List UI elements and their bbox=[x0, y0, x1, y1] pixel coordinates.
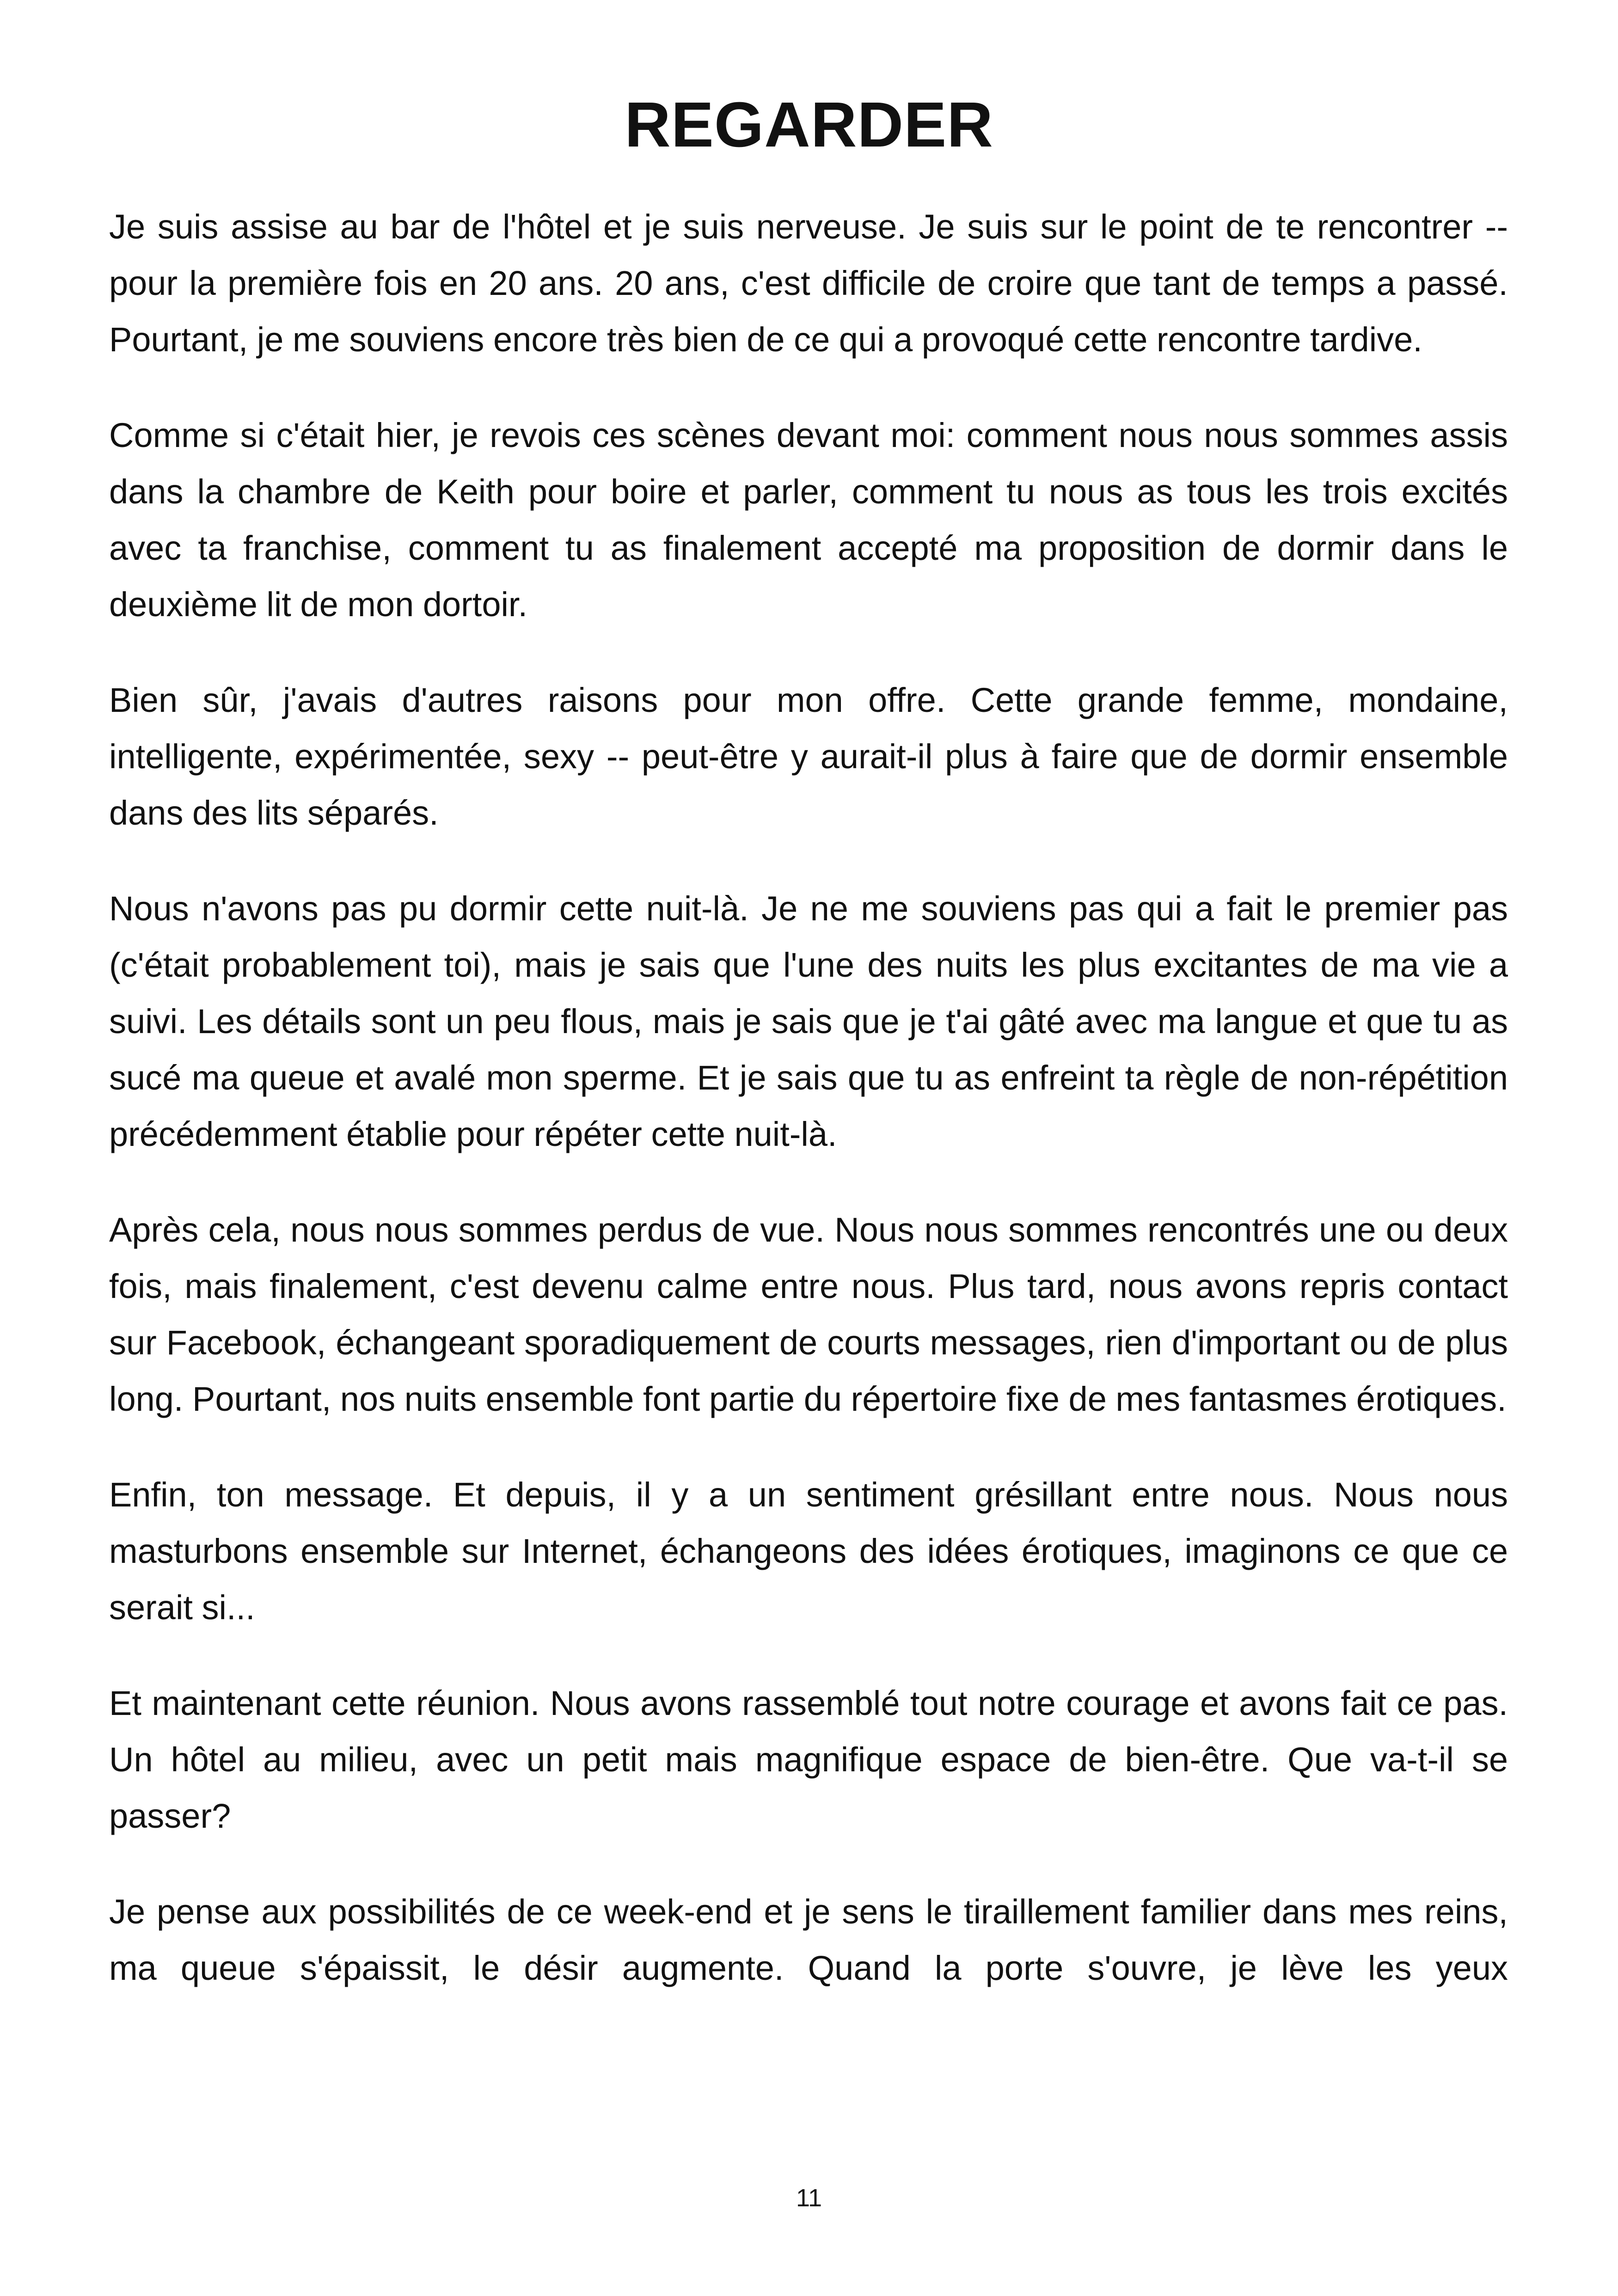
paragraph: Enfin, ton message. Et depuis, il y a un sentiment grésillant entre nous. Nous nous masturbons ensemble sur Internet, échangeons des idées érotiques, imaginons ce que ce serait si... bbox=[109, 1476, 1508, 1627]
body-text bbox=[109, 199, 1508, 1996]
paragraph: Après cela, nous nous sommes perdus de vue. Nous nous sommes rencontrés une ou deux fois, mais finalement, c'est devenu calme entre nous. Plus tard, nous avons repris contact sur Facebook, échangeant sporadiquement de courts messages, rien d'important ou de plus long. Pourtant, nos nuits ensemble font partie du répertoire fixe de mes fantasmes érotiques. bbox=[109, 1211, 1508, 1418]
paragraph: Et maintenant cette réunion. Nous avons rassemblé tout notre courage et avons fait ce pas. Un hôtel au milieu, avec un petit mais magnifique espace de bien-être. Que va-t-il se passer? bbox=[109, 1684, 1508, 1835]
chapter-title: REGARDER bbox=[625, 89, 993, 160]
page-number: 11 bbox=[796, 2184, 822, 2212]
paragraph: Comme si c'était hier, je revois ces scènes devant moi: comment nous nous sommes assis dans la chambre de Keith pour boire et parler, comment tu nous as tous les trois excités avec ta franchise, comment tu as finalement accepté ma proposition de dormir dans le deuxième lit de mon dortoir. bbox=[109, 416, 1508, 624]
paragraph: Bien sûr, j'avais d'autres raisons pour mon offre. Cette grande femme, mondaine, intelligente, expérimentée, sexy -- peut-être y aurait-il plus à faire que de dormir ensemble dans des lits séparés. bbox=[109, 681, 1508, 832]
paragraph: Je pense aux possibilités de ce week-end et je sens le tiraillement familier dans mes reins, ma queue s'épaissit, le désir augmente. Quand la porte s'ouvre, je lève les yeux bbox=[109, 1892, 1508, 1987]
paragraph: Nous n'avons pas pu dormir cette nuit-là. Je ne me souviens pas qui a fait le premier pas (c'était probablement toi), mais je sais que l'une des nuits les plus excitantes de ma vie a suivi. Les détails sont un peu flous, mais je sais que je t'ai gâté avec ma langue et que tu as sucé ma queue et avalé mon sperme. Et je sais que tu as enfreint ta règle de non-répétition précédemment établie pour répéter cette nuit-là. bbox=[109, 889, 1508, 1153]
paragraph: Je suis assise au bar de l'hôtel et je suis nerveuse. Je suis sur le point de te rencontrer -- pour la première fois en 20 ans. 20 ans, c'est difficile de croire que tant de temps a passé. Pourtant, je me souviens encore très bien de ce qui a provoqué cette rencontre tardive. bbox=[109, 208, 1508, 359]
